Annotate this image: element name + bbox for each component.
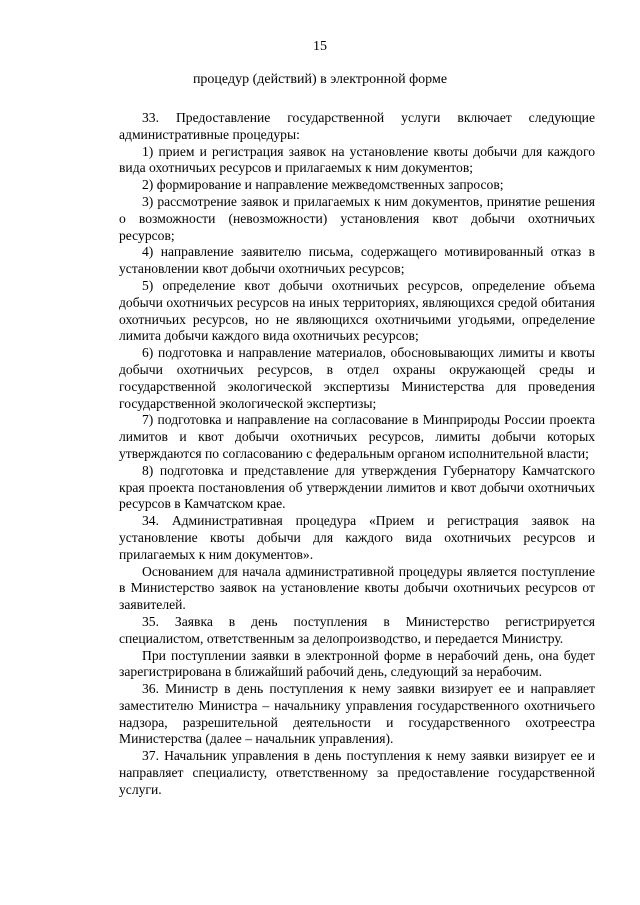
list-item-4: 4) направление заявителю письма, содержащего мотивированный отказ в установлении квот добычи охотничьих ресурсов; — [119, 244, 595, 277]
paragraph-36: 36. Министр в день поступления к нему заявки визирует ее и направляет заместителю Министра – начальнику управления государственного охотничьего надзора, разрешительной деятельности и государственного охотреестра Министерства (далее – начальник управления). — [119, 681, 595, 747]
list-item-7: 7) подготовка и направление на согласование в Минприроды России проекта лимитов и квот добычи охотничьих ресурсов, лимиты добычи которых утверждаются по согласованию с федеральным органом исполнительной власти; — [119, 412, 595, 461]
paragraph-33: 33. Предоставление государственной услуги включает следующие административные процедуры: — [119, 110, 595, 142]
paragraph-35: 35. Заявка в день поступления в Министерство регистрируется специалистом, ответственным за делопроизводство, и передается Министру. — [119, 613, 595, 646]
list-item-2: 2) формирование и направление межведомственных запросов; — [142, 177, 504, 193]
paragraph-electronic-form: При поступлении заявки в электронной форме в нерабочий день, она будет зарегистрирована в ближайший рабочий день, следующий за нерабочим. — [119, 647, 595, 680]
page-number: 15 — [313, 39, 327, 54]
list-item-6: 6) подготовка и направление материалов, обосновывающих лимиты и квоты добычи охотничьих ресурсов, в отдел охраны окружающей среды и государственной экологической экспертизы Министерства для проведения государственной экологической экспертизы; — [119, 345, 595, 411]
section-heading-tail: процедур (действий) в электронной форме — [192, 72, 448, 87]
list-item-8: 8) подготовка и представление для утверждения Губернатору Камчатского края проекта постановления об утверждении лимитов и квот добычи охотничьих ресурсов в Камчатском крае. — [119, 462, 595, 512]
list-item-1: 1) прием и регистрация заявок на установление квоты добычи для каждого вида охотничьих ресурсов и прилагаемых к ним документов; — [119, 143, 595, 176]
document-body — [119, 110, 595, 799]
list-item-5: 5) определение квот добычи охотничьих ресурсов, определение объема добычи охотничьих ресурсов на иных территориях, являющихся средой обитания охотничьих ресурсов, но не являющихся охотничьими угодьями, определение лимита добычи каждого вида охотничьих ресурсов; — [119, 277, 595, 344]
paragraph-basis: Основанием для начала административной процедуры является поступление в Министерство заявок на установление квоты добычи охотничьих ресурсов от заявителей. — [119, 563, 595, 613]
list-item-3: 3) рассмотрение заявок и прилагаемых к ним документов, принятие решения о возможности (невозможности) установления квот добычи охотничьих ресурсов; — [119, 193, 595, 243]
paragraph-37: 37. Начальник управления в день поступления к нему заявки визирует ее и направляет специалисту, ответственному за предоставление государственной услуги. — [119, 748, 595, 797]
paragraph-34: 34. Административная процедура «Прием и регистрация заявок на установление квоты добычи для каждого вида охотничьих ресурсов и прилагаемых к ним документов». — [119, 513, 595, 562]
